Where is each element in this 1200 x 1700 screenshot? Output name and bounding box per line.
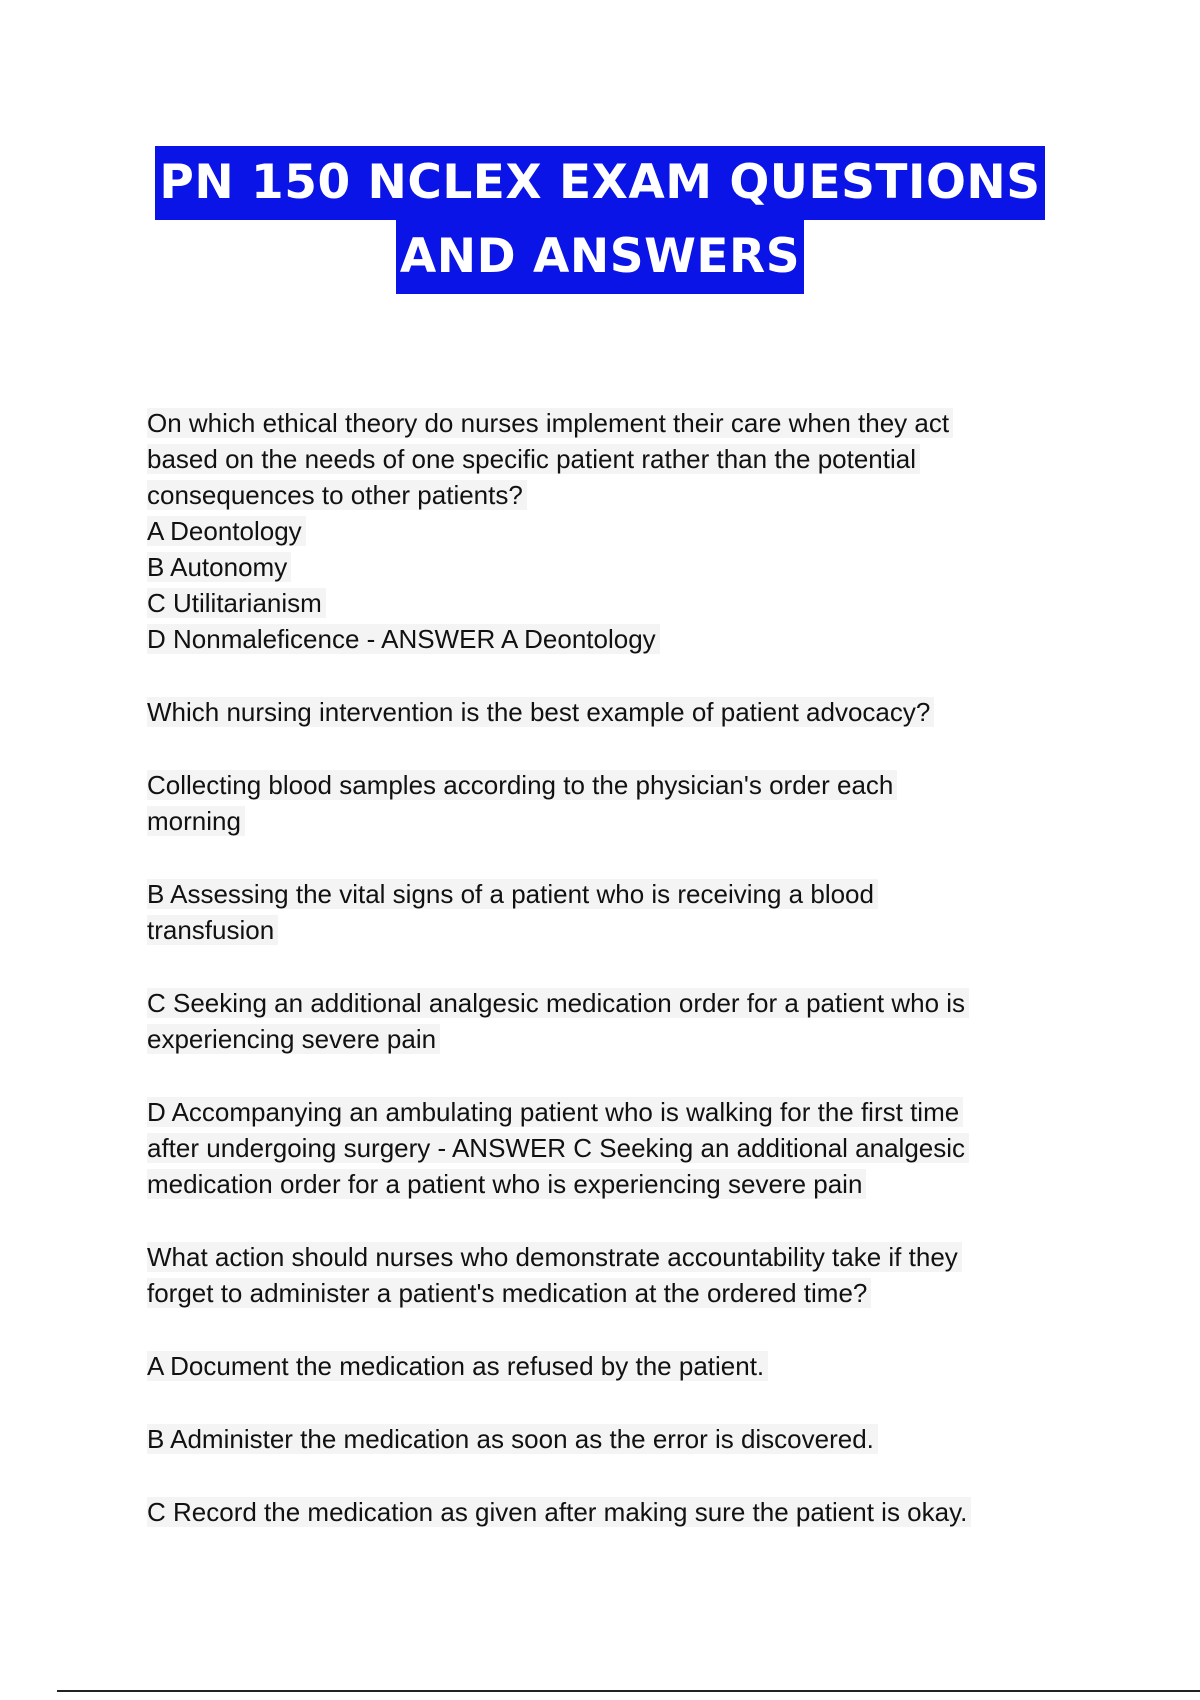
question-2-option-d-answer: after undergoing surgery - ANSWER C Seeking an additional analgesic <box>147 1133 969 1163</box>
document-body <box>147 405 1047 1530</box>
question-1-option-a: A Deontology <box>147 516 306 546</box>
question-3-stem: forget to administer a patient's medication at the ordered time? <box>147 1278 871 1308</box>
title-line-1: PN 150 NCLEX EXAM QUESTIONS <box>155 146 1044 220</box>
question-2-option-b: transfusion <box>147 915 278 945</box>
question-2-option-c: C Seeking an additional analgesic medication order for a patient who is <box>147 988 969 1018</box>
question-2-option-a: Collecting blood samples according to the physician's order each <box>147 770 897 800</box>
question-1 <box>147 405 1047 657</box>
question-2-option-a: morning <box>147 806 245 836</box>
question-3-stem: What action should nurses who demonstrate accountability take if they <box>147 1242 962 1272</box>
title-line-2: AND ANSWERS <box>396 220 804 294</box>
question-1-stem-line: based on the needs of one specific patient rather than the potential <box>147 444 920 474</box>
question-1-option-d-answer: D Nonmaleficence - ANSWER A Deontology <box>147 624 660 654</box>
question-1-option-c: C Utilitarianism <box>147 588 326 618</box>
question-2-option-c: experiencing severe pain <box>147 1024 440 1054</box>
question-2-option-d-answer: medication order for a patient who is experiencing severe pain <box>147 1169 866 1199</box>
question-2-option-b: B Assessing the vital signs of a patient who is receiving a blood <box>147 879 878 909</box>
question-1-stem-line: On which ethical theory do nurses implement their care when they act <box>147 408 953 438</box>
question-3 <box>147 1239 1047 1530</box>
question-2-stem: Which nursing intervention is the best example of patient advocacy? <box>147 697 934 727</box>
page-bottom-rule <box>57 1690 1200 1692</box>
question-1-stem-line: consequences to other patients? <box>147 480 527 510</box>
question-3-option-c: C Record the medication as given after making sure the patient is okay. <box>147 1497 971 1527</box>
question-2 <box>147 694 1047 1202</box>
question-2-option-d-answer: D Accompanying an ambulating patient who is walking for the first time <box>147 1097 963 1127</box>
question-3-option-a: A Document the medication as refused by the patient. <box>147 1351 768 1381</box>
question-1-option-b: B Autonomy <box>147 552 291 582</box>
question-3-option-b: B Administer the medication as soon as the error is discovered. <box>147 1424 878 1454</box>
document-title <box>0 146 1200 294</box>
